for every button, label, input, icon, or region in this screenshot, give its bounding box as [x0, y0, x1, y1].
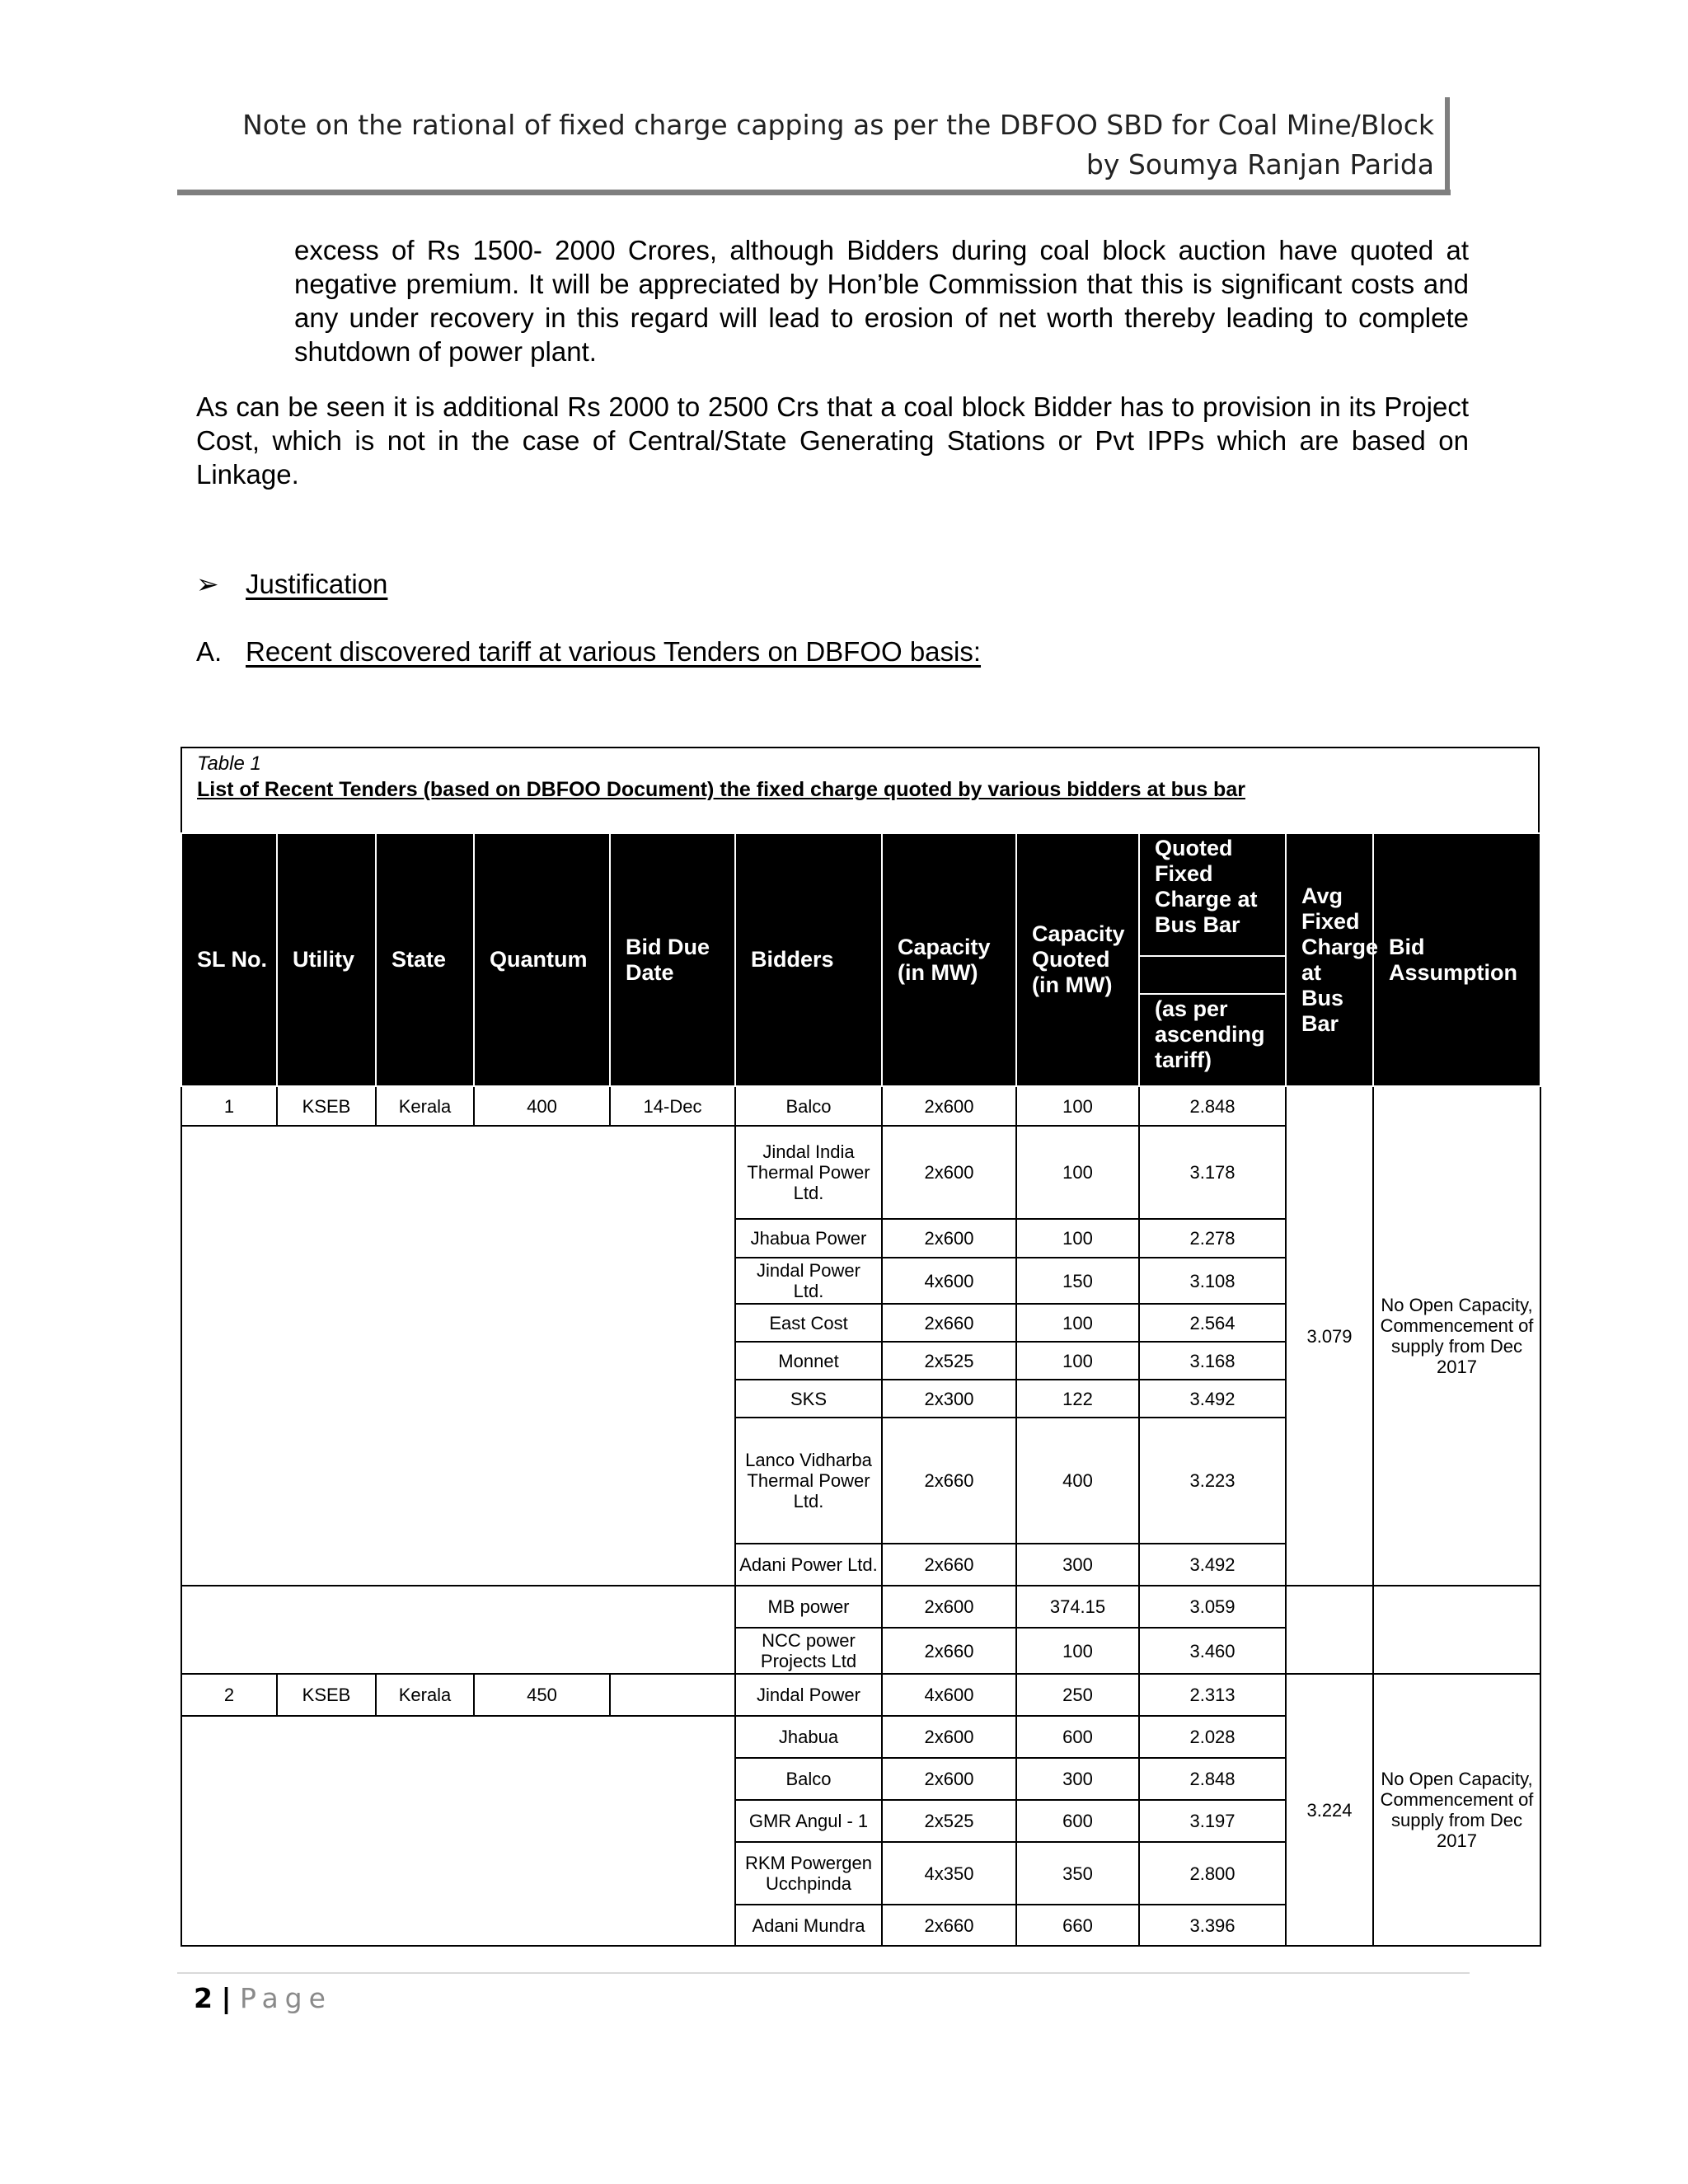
cell-capacity: 2x660: [882, 1905, 1016, 1946]
arrow-bullet-icon: ➢: [196, 569, 219, 599]
cell-capacity: 2x660: [882, 1304, 1016, 1342]
cell-sl: 1: [181, 1086, 277, 1126]
header-bid-assumption: Bid Assumption: [1373, 833, 1540, 1086]
cell-bidder: East Cost: [735, 1304, 882, 1342]
cell-capacity: 2x600: [882, 1586, 1016, 1628]
cell-state: Kerala: [376, 1086, 474, 1126]
table-label: Table 1: [197, 752, 261, 775]
page-header: [177, 105, 1434, 185]
cell-bidder: Jindal Power Ltd.: [735, 1258, 882, 1304]
cell-quoted: 122: [1016, 1380, 1139, 1418]
cell-capacity: 2x660: [882, 1544, 1016, 1586]
cell-charge: 3.492: [1139, 1380, 1286, 1418]
header-utility: Utility: [277, 833, 376, 1086]
cell-capacity: 2x525: [882, 1342, 1016, 1380]
cell-bidder: SKS: [735, 1380, 882, 1418]
header-capacity-quoted: Capacity Quoted (in MW): [1016, 833, 1139, 1086]
bullet-justification: [196, 567, 387, 602]
cell-charge: 2.278: [1139, 1219, 1286, 1258]
cell-bidder: Balco: [735, 1758, 882, 1800]
cell-charge: 2.848: [1139, 1086, 1286, 1126]
cell-capacity: 4x600: [882, 1258, 1016, 1304]
section-title: Recent discovered tariff at various Tenders on DBFOO basis:: [246, 636, 982, 667]
header-quoted-fixed-charge: Quoted Fixed Charge at Bus Bar: [1139, 833, 1286, 956]
cell-bid-assumption: No Open Capacity, Commencement of supply from Dec 2017: [1373, 1086, 1540, 1586]
cell-bidder: Lanco Vidharba Thermal Power Ltd.: [735, 1418, 882, 1544]
cell-capacity: 4x350: [882, 1842, 1016, 1905]
cell-capacity: 2x600: [882, 1086, 1016, 1126]
cell-blank-group: [181, 1126, 735, 1586]
cell-utility: KSEB: [277, 1674, 376, 1716]
section-letter: A.: [196, 636, 223, 667]
cell-quantum: 450: [474, 1674, 610, 1716]
justification-heading: Justification: [246, 569, 388, 599]
cell-state: Kerala: [376, 1674, 474, 1716]
cell-bidder: Adani Mundra: [735, 1905, 882, 1946]
header-ascending-note: (as per ascending tariff): [1139, 994, 1286, 1086]
header-quantum: Quantum: [474, 833, 610, 1086]
header-author-line: by Soumya Ranjan Parida: [1085, 148, 1434, 180]
header-bidders: Bidders: [735, 833, 882, 1086]
cell-quoted: 300: [1016, 1758, 1139, 1800]
cell-quoted: 100: [1016, 1219, 1139, 1258]
cell-quoted: 374.15: [1016, 1586, 1139, 1628]
cell-quoted: 100: [1016, 1126, 1139, 1219]
cell-bidder: Monnet: [735, 1342, 882, 1380]
cell-bid-assumption: No Open Capacity, Commencement of supply from Dec 2017: [1373, 1674, 1540, 1946]
table-title: List of Recent Tenders (based on DBFOO Document) the fixed charge quoted by various bidders at bus bar: [197, 778, 1245, 801]
cell-bid-due: [610, 1674, 735, 1716]
page-separator: |: [221, 1982, 232, 2014]
paragraph-additional-cost: As can be seen it is additional Rs 2000 to 2500 Crs that a coal block Bidder has to provision in its Project Cost, which is not in the case of Central/State Generating Stations or Pvt IPPs which are based on Linkage.: [196, 391, 1469, 490]
cell-capacity: 4x600: [882, 1674, 1016, 1716]
header-bid-due-date: Bid Due Date: [610, 833, 735, 1086]
cell-bidder: NCC power Projects Ltd: [735, 1628, 882, 1674]
cell-quoted: 300: [1016, 1544, 1139, 1586]
cell-quoted: 100: [1016, 1628, 1139, 1674]
cell-bidder: Jindal India Thermal Power Ltd.: [735, 1126, 882, 1219]
cell-quantum: 400: [474, 1086, 610, 1126]
cell-charge: 3.178: [1139, 1126, 1286, 1219]
page-number: 2: [194, 1982, 213, 2014]
header-fixed-charge-spacer: [1139, 956, 1286, 994]
cell-bidder: Jindal Power: [735, 1674, 882, 1716]
header-vertical-rule: [1445, 97, 1450, 190]
cell-bidder: Balco: [735, 1086, 882, 1126]
cell-empty: [1373, 1586, 1540, 1674]
cell-charge: 3.492: [1139, 1544, 1286, 1586]
cell-quoted: 400: [1016, 1418, 1139, 1544]
cell-charge: 3.168: [1139, 1342, 1286, 1380]
tenders-table: [181, 832, 1541, 1947]
cell-quoted: 100: [1016, 1304, 1139, 1342]
cell-capacity: 2x525: [882, 1800, 1016, 1842]
cell-avg-charge: 3.079: [1286, 1086, 1373, 1586]
cell-charge: 2.564: [1139, 1304, 1286, 1342]
cell-quoted: 100: [1016, 1342, 1139, 1380]
paragraph-cost-excess: excess of Rs 1500- 2000 Crores, although Bidders during coal block auction have quoted at negative premium. It will be appreciated by Hon’ble Commission that this is significant costs and any under recovery in this regard will lead to erosion of net worth thereby leading to complete shutdown of power plant.: [294, 235, 1469, 367]
cell-sl: 2: [181, 1674, 277, 1716]
cell-quoted: 660: [1016, 1905, 1139, 1946]
cell-charge: 2.848: [1139, 1758, 1286, 1800]
cell-bidder: MB power: [735, 1586, 882, 1628]
header-capacity: Capacity (in MW): [882, 833, 1016, 1086]
cell-charge: 3.396: [1139, 1905, 1286, 1946]
cell-bidder: Jhabua Power: [735, 1219, 882, 1258]
cell-utility: KSEB: [277, 1086, 376, 1126]
table-row: [181, 1586, 1540, 1628]
cell-charge: 3.197: [1139, 1800, 1286, 1842]
cell-quoted: 250: [1016, 1674, 1139, 1716]
header-sl-no: SL No.: [181, 833, 277, 1086]
cell-charge: 2.313: [1139, 1674, 1286, 1716]
cell-quoted: 600: [1016, 1800, 1139, 1842]
cell-charge: 2.028: [1139, 1716, 1286, 1758]
cell-charge: 3.059: [1139, 1586, 1286, 1628]
cell-charge: 3.108: [1139, 1258, 1286, 1304]
section-a-heading: [196, 635, 981, 669]
cell-quoted: 600: [1016, 1716, 1139, 1758]
page-footer: [194, 1978, 332, 2019]
cell-capacity: 2x600: [882, 1716, 1016, 1758]
cell-empty: [1286, 1586, 1373, 1674]
cell-blank-group: [181, 1586, 735, 1674]
header-title-line: Note on the rational of fixed charge capping as per the DBFOO SBD for Coal Mine/Block: [242, 109, 1434, 141]
table-caption: [181, 747, 1540, 833]
cell-capacity: 2x660: [882, 1628, 1016, 1674]
cell-charge: 3.460: [1139, 1628, 1286, 1674]
cell-quoted: 350: [1016, 1842, 1139, 1905]
cell-capacity: 2x600: [882, 1758, 1016, 1800]
cell-capacity: 2x600: [882, 1219, 1016, 1258]
cell-bidder: GMR Angul - 1: [735, 1800, 882, 1842]
cell-bidder: RKM Powergen Ucchpinda: [735, 1842, 882, 1905]
page-label: Page: [240, 1982, 332, 2014]
cell-bidder: Jhabua: [735, 1716, 882, 1758]
header-avg-fixed-charge: Avg Fixed Charge at Bus Bar: [1286, 833, 1373, 1086]
cell-bidder: Adani Power Ltd.: [735, 1544, 882, 1586]
cell-blank-group: [181, 1716, 735, 1946]
table-row: [181, 1086, 1540, 1126]
header-horizontal-rule: [177, 190, 1451, 195]
cell-capacity: 2x660: [882, 1418, 1016, 1544]
cell-capacity: 2x300: [882, 1380, 1016, 1418]
cell-bid-due: 14-Dec: [610, 1086, 735, 1126]
cell-quoted: 100: [1016, 1086, 1139, 1126]
header-state: State: [376, 833, 474, 1086]
footer-rule: [177, 1972, 1470, 1974]
cell-charge: 2.800: [1139, 1842, 1286, 1905]
table-row: [181, 1674, 1540, 1716]
cell-quoted: 150: [1016, 1258, 1139, 1304]
cell-avg-charge: 3.224: [1286, 1674, 1373, 1946]
cell-capacity: 2x600: [882, 1126, 1016, 1219]
cell-charge: 3.223: [1139, 1418, 1286, 1544]
